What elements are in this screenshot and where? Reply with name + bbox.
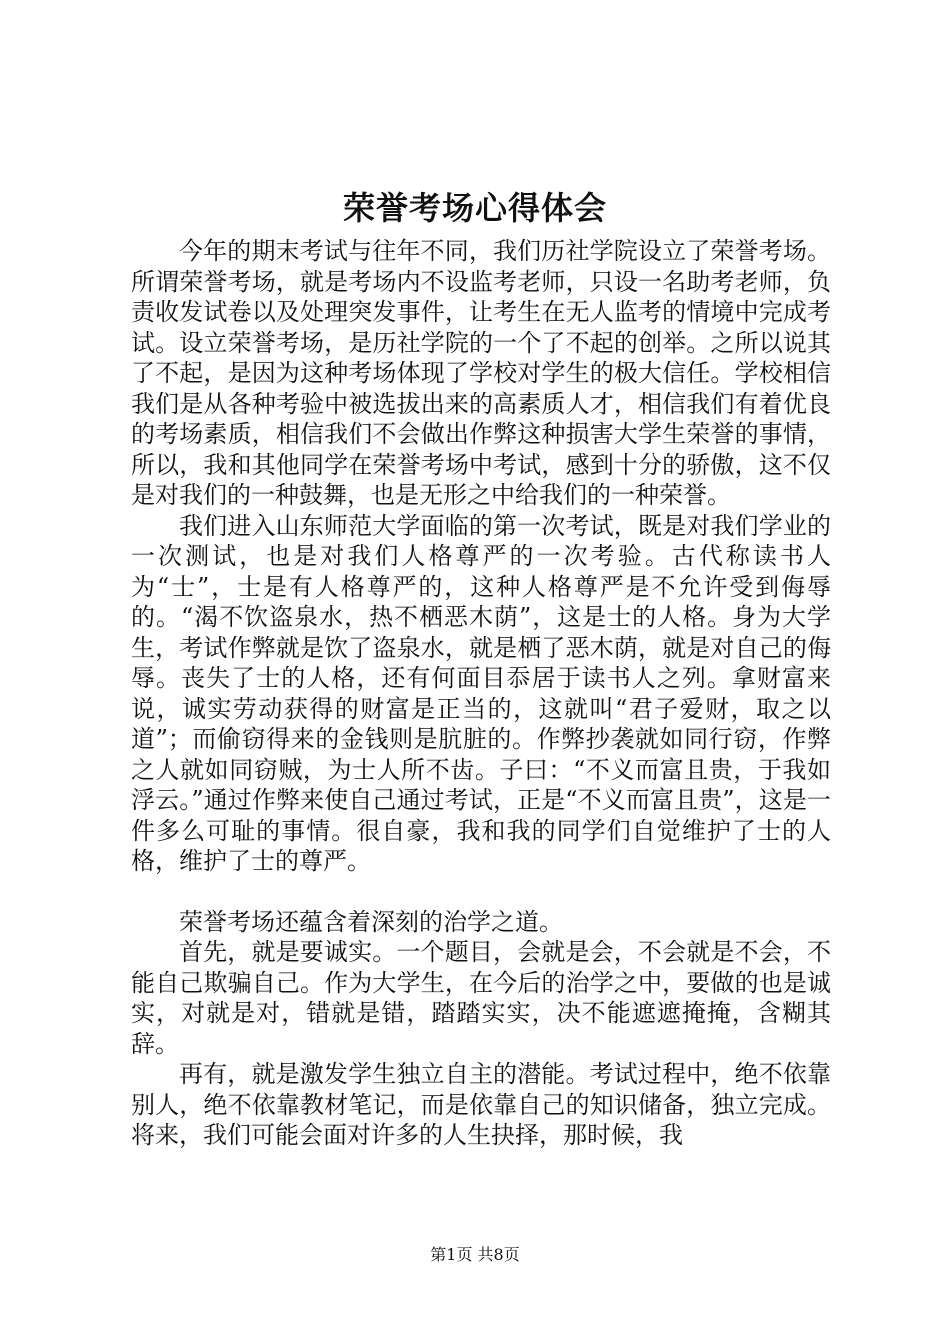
document-title: 荣誉考场心得体会 [342, 189, 607, 227]
page-footer: 第1页 共8页 [430, 1245, 520, 1264]
paragraph-4: 首先，就是要诚实。一个题目，会就是会，不会就是不会，不能自己欺骗自己。作为大学生，在今后的治学之中，要做的也是诚实，对就是对，错就是错，踏踏实实，决不能遮遮掩掩，含糊其辞。 [131, 938, 831, 1058]
document-body [131, 236, 831, 1151]
paragraph-3: 荣誉考场还蕴含着深刻的治学之道。 [179, 907, 563, 936]
paragraph-1: 今年的期末考试与往年不同，我们历社学院设立了荣誉考场。所谓荣誉考场，就是考场内不设监考老师，只设一名助考老师，负责收发试卷以及处理突发事件，让考生在无人监考的情境中完成考试。设立荣誉考场，是历社学院的一个了不起的创举。之所以说其了不起，是因为这种考场体现了学校对学生的极大信任。学校相信我们是从各种考验中被选拔出来的高素质人才，相信我们有着优良的考场素质，相信我们不会做出作弊这种损害大学生荣誉的事情，所以，我和其他同学在荣誉考场中考试，感到十分的骄傲，这不仅是对我们的一种鼓舞，也是无形之中给我们的一种荣誉。 [131, 237, 831, 509]
paragraph-5: 再有，就是激发学生独立自主的潜能。考试过程中，绝不依靠别人，绝不依靠教材笔记，而是依靠自己的知识储备，独立完成。将来，我们可能会面对许多的人生抉择，那时候，我 [131, 1060, 831, 1149]
paragraph-2: 我们进入山东师范大学面临的第一次考试，既是对我们学业的一次测试，也是对我们人格尊严的一次考验。古代称读书人为“士”，士是有人格尊严的，这种人格尊严是不允许受到侮辱的。“渴不饮盗泉水，热不栖恶木荫”，这是士的人格。身为大学生，考试作弊就是饮了盗泉水，就是栖了恶木荫，就是对自己的侮辱。丧失了士的人格，还有何面目忝居于读书人之列。拿财富来说，诚实劳动获得的财富是正当的，这就叫“君子爱财，取之以道”；而偷窃得来的金钱则是肮脏的。作弊抄袭就如同行窃，作弊之人就如同窃贼，为士人所不齿。子曰：“不义而富且贵，于我如浮云。”通过作弊来使自己通过考试，正是“不义而富且贵”，这是一件多么可耻的事情。很自豪，我和我的同学们自觉维护了士的人格，维护了士的尊严。 [131, 511, 831, 875]
